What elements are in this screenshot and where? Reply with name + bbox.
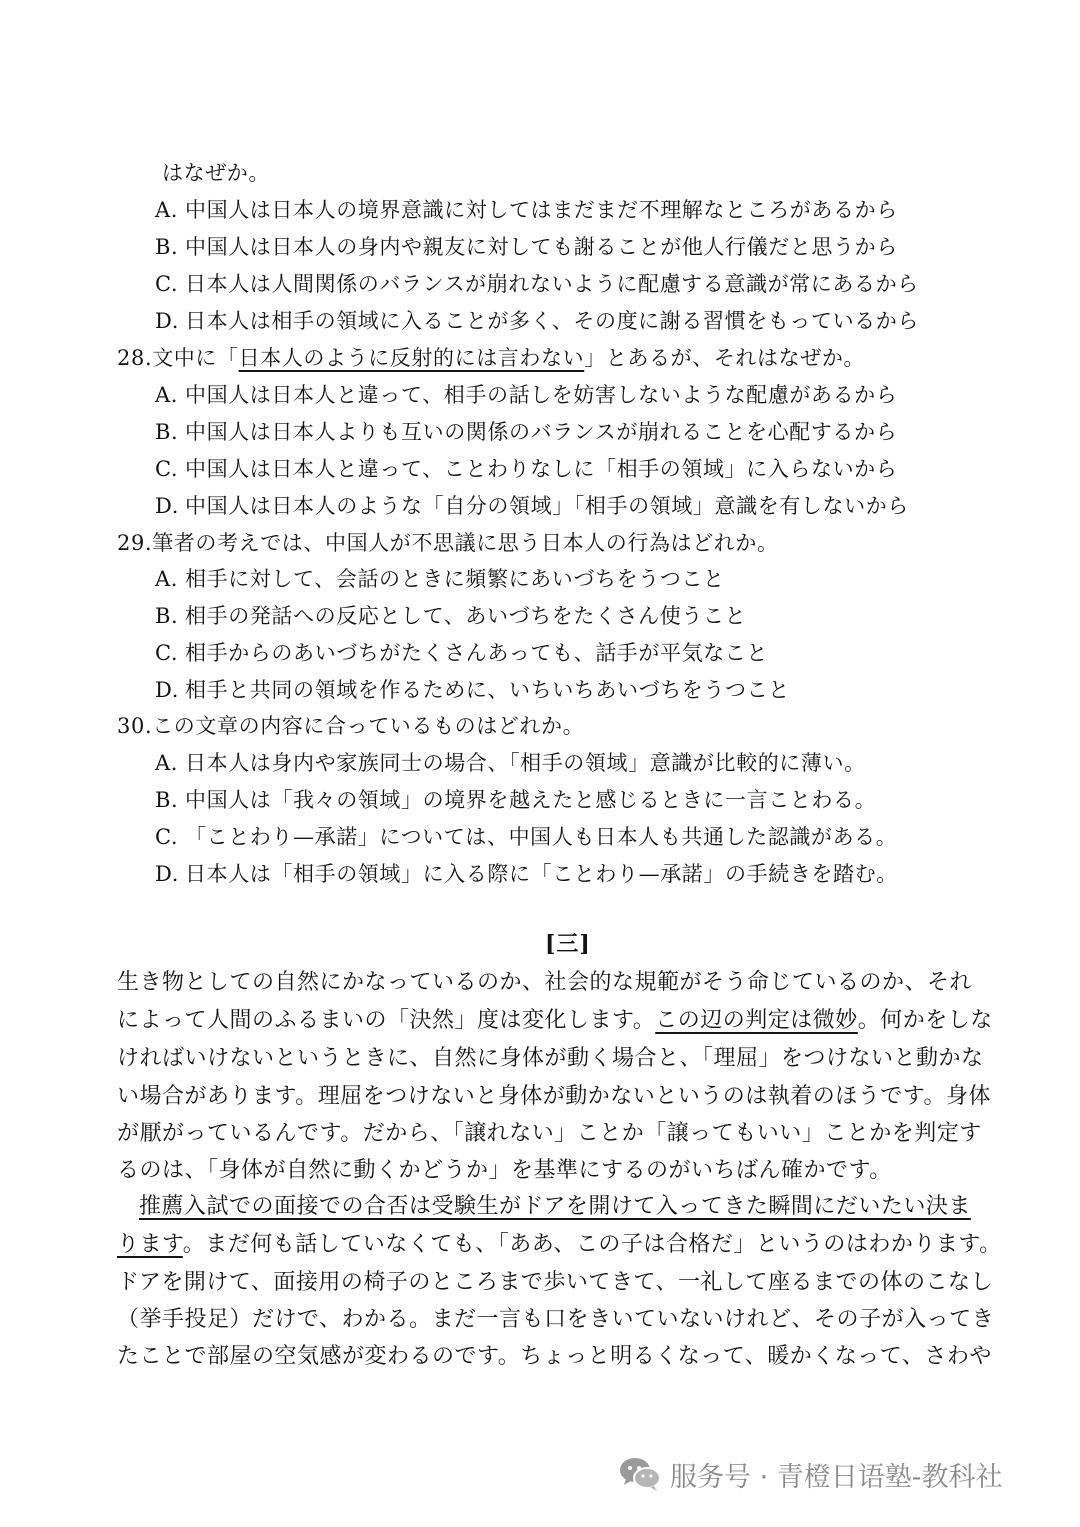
underlined-sentence: 推薦入試での面接での合否は受験生がドアを開けて入ってきた瞬間にだいたい決ま [139, 1194, 971, 1219]
section-heading: [三] [545, 931, 591, 957]
q28-option-b [155, 417, 897, 447]
option-text: 中国人は日本人よりも互いの関係のバランスが崩れることを心配するから [185, 420, 898, 444]
q30-option-c [155, 822, 897, 852]
watermark-text: 服务号 · 青橙日语塾-教科社 [670, 1461, 1003, 1493]
underlined-sentence-end: ります [117, 1232, 183, 1257]
q30-option-d [155, 859, 898, 889]
option-letter: D. [155, 309, 179, 333]
option-text: 日本人は「相手の領域」に入る際に「ことわり—承諾」の手続きを踏む。 [185, 862, 898, 886]
option-letter: A. [155, 198, 179, 222]
wechat-icon [618, 1455, 662, 1493]
option-text: 中国人は日本人と違って、相手の話しを妨害しないような配慮があるから [185, 383, 898, 407]
q27-option-c [155, 269, 919, 299]
option-text: 日本人は相手の領域に入ることが多く、その度に謝る習慣をもっているから [185, 309, 919, 333]
underlined-phrase: この辺の判定は微妙 [655, 1008, 858, 1033]
passage-line [117, 1230, 1002, 1260]
passage-line [139, 1192, 971, 1222]
option-text: 相手と共同の領域を作るために、いちいちあいづちをうつこと [185, 678, 790, 702]
option-letter: D. [155, 494, 179, 518]
option-text: 日本人は身内や家族同士の場合、「相手の領域」意識が比較的に薄い。 [185, 751, 866, 775]
question-number: 28. [117, 346, 153, 370]
q29-option-a [155, 564, 725, 594]
passage-line: い場合があります。理屈をつけないと身体が動かないというのは執着のほうです。身体 [117, 1084, 991, 1109]
option-text: 中国人は日本人の境界意識に対してはまだまだ不理解なところがあるから [185, 198, 898, 222]
option-text: 中国人は日本人のような「自分の領域」「相手の領域」意識を有しないから [185, 494, 909, 518]
question-text: 筆者の考えでは、中国人が不思議に思う日本人の行為はどれか。 [152, 531, 779, 555]
passage-line: 生き物としての自然にかなっているのか、社会的な規範がそう命じているのか、それ [117, 970, 973, 995]
passage-text: 。まだ何も話していなくても、「ああ、この子は合格だ」というのはわかります。 [182, 1232, 1002, 1257]
option-letter: A. [155, 751, 179, 775]
passage-line: るのは、「身体が自然に動くかどうか」を基準にするのがいちばん確かです。 [117, 1158, 892, 1183]
q29-option-d [155, 675, 790, 705]
option-letter: D. [155, 678, 179, 702]
option-letter: B. [155, 788, 179, 812]
option-text: 相手からのあいづちがたくさんあっても、話手が平気なこと [185, 641, 768, 665]
q27-option-d [155, 306, 919, 336]
passage-line: が厭がっているんです。だから、「譲れない」ことか「譲ってもいい」ことかを判定す [117, 1121, 982, 1146]
option-letter: A. [155, 383, 179, 407]
q27-option-b [155, 232, 898, 262]
question-number: 30. [117, 714, 153, 738]
passage-line [117, 1006, 993, 1036]
q30-option-b [155, 785, 876, 815]
question-text: この文章の内容に合っているものはどれか。 [152, 714, 585, 738]
option-text: 相手に対して、会話のときに頻繁にあいづちをうつこと [185, 567, 725, 591]
underlined-quote: 日本人のように反射的には言わない [238, 346, 585, 370]
q27-option-a [155, 195, 898, 225]
watermark [618, 1452, 1003, 1496]
option-text: 中国人は日本人の身内や親友に対しても謝ることが他人行儀だと思うから [185, 235, 898, 259]
option-letter: C. [155, 825, 179, 849]
q28-option-d [155, 491, 909, 521]
question-suffix: 」とあるが、それはなぜか。 [584, 346, 866, 370]
q30-option-a [155, 748, 866, 778]
passage-line: ドアを開けて、面接用の椅子のところまで歩いてきて、一礼して座るまでの体のこなし [117, 1270, 993, 1295]
q29-option-c [155, 638, 768, 668]
option-text: 中国人は日本人と違って、ことわりなしに「相手の領域」に入らないから [185, 457, 898, 481]
q27-tail: はなぜか。 [162, 161, 270, 185]
q29-stem [117, 528, 779, 558]
option-text: 相手の発話への反応として、あいづちをたくさん使うこと [185, 604, 747, 628]
option-letter: A. [155, 567, 179, 591]
passage-line: （挙手投足）だけで、わかる。まだ一言も口をきいていないけれど、その子が入ってき [117, 1307, 995, 1332]
option-letter: C. [155, 641, 179, 665]
option-letter: B. [155, 604, 179, 628]
q28-option-c [155, 454, 897, 484]
question-number: 29. [117, 531, 153, 555]
option-text: 中国人は「我々の領域」の境界を越えたと感じるときに一言ことわる。 [185, 788, 877, 812]
passage-text: 。何かをしな [857, 1008, 993, 1033]
q28-option-a [155, 380, 897, 410]
option-letter: C. [155, 457, 179, 481]
option-letter: B. [155, 420, 179, 444]
question-prefix: 文中に「 [152, 346, 239, 370]
q30-stem [117, 711, 584, 741]
option-letter: B. [155, 235, 179, 259]
passage-text: によって人間のふるまいの「決然」度は変化します。 [117, 1008, 656, 1033]
q28-stem [117, 343, 865, 373]
passage-line: たことで部屋の空気感が変わるのです。ちょっと明るくなって、暖かくなって、さわや [117, 1344, 992, 1369]
passage-line: ければいけないというときに、自然に身体が動く場合と、「理屈」をつけないと動かな [117, 1046, 984, 1071]
option-letter: D. [155, 862, 179, 886]
q29-option-b [155, 601, 746, 631]
option-text: 日本人は人間関係のバランスが崩れないように配慮する意識が常にあるから [185, 272, 919, 296]
option-text: 「ことわり—承諾」については、中国人も日本人も共通した認識がある。 [185, 825, 898, 849]
option-letter: C. [155, 272, 179, 296]
